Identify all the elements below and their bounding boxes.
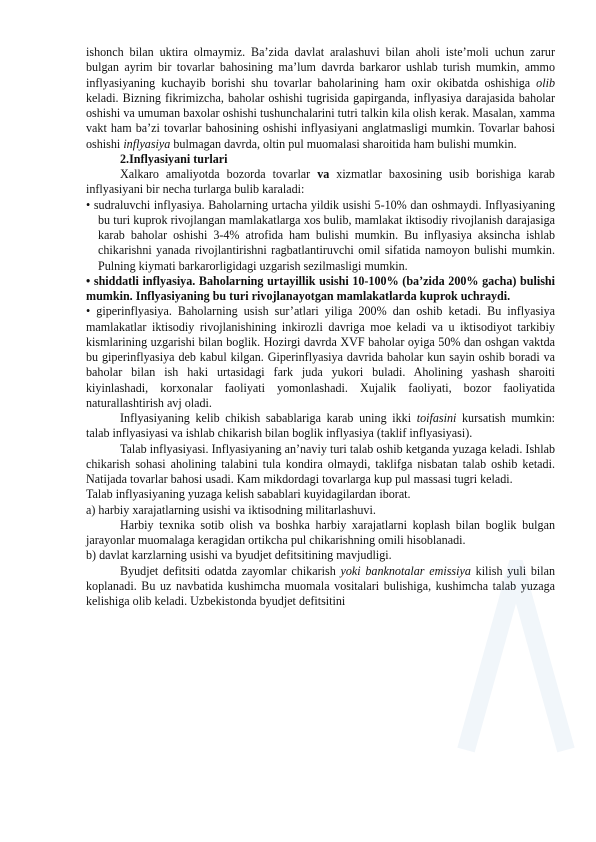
paragraph-causes: Inflyasiyaning kelib chikish sabablariga karab uning ikki toifasini kursatish mumkin: talab inflyasiyasi va ishlab chikarish bilan boglik inflyasiya (taklif inflyasiyasi).	[86, 411, 555, 441]
emphasis-inflyasiya: inflyasiya	[123, 136, 171, 151]
paragraph-types-intro: Xalkaro amaliyotda bozorda tovarlar va xizmatlar baxosining usib borishiga karab inflyasiyani bir necha turlarga bulib karaladi:	[86, 167, 555, 197]
list-item-b: b) davlat karzlarning usishi va byudjet defitsitining mavjudligi.	[86, 548, 392, 563]
paragraph-military: Harbiy texnika sotib olish va boshka harbiy xarajatlarni koplash bilan boglik bulgan jarayonlar muomalaga keragidan ortikcha pul chikarishning omili hisoblanadi.	[86, 517, 555, 547]
bullet-hyperinflation: • giperinflyasiya. Baholarning usish sur’atlari yiliga 200% dan oshib ketadi. Bu inflyasiya mamlakatlar iktisodiy rivojlanishining inkirozli davriga moe keladi va u iktisodiyot tarkibiy kismlarining uzgarishi bilan boglik. Hozirgi davrda XVF baholar oyiga 50% dan oshgan vaktda bu giperinflyasiya deb kabul kilgan. Giperinflyasiya davrida baholar kun sayin oshib boradi va baholar bilan ish haki urtasidagi fark juda yukori buladi. Aholining yashash sharoiti kiyinlashadi, korxonalar faoliyati yomonlashadi. Xujalik faoliyati, bozor faoliyatida naturallashtirish avj oladi.	[86, 304, 555, 410]
list-item-a: a) harbiy xarajatlarning usishi va iktisodning militarlashuvi.	[86, 502, 376, 517]
emphasis-olib: olib	[536, 75, 555, 90]
paragraph-demand-inflation: Talab inflyasiyasi. Inflyasiyaning an’naviy turi talab oshib ketganda yuzaga keladi. Ishlab chikarish sohasi aholining talabini tula kondira olmaydi, taklifga nisbatan talab oshib ketadi. Natijada tovarlar bahosi usadi. Kam mikdordagi tovarlarga kup pul massasi tugri keladi.	[86, 441, 555, 486]
emphasis-toifasini: toifasini	[416, 411, 457, 425]
paragraph-demand-reasons: Talab inflyasiyaning yuzaga kelish sabablari kuyidagilardan iborat.	[86, 487, 411, 502]
bullet-creeping-inflation: • sudraluvchi inflyasiya. Baholarning urtacha yildik usishi 5-10% dan oshmaydi. Inflyasiyaning bu turi kuprok rivojlangan mamlakatlarga xos bulib, mamlakat iktisodiy rivojlanish darajasiga karab baholar oshishi 3-4% atrofida ham bulishi mumkin. Bu inflyasiya aksincha ishlab chikarishni yanada rivojlantirishni ragbatlantiruvchi omil sifatida namoyon bulishi mumkin. Pulning kiymati barkarorligidagi uzgarish sezilmasligi mumkin.	[86, 197, 555, 273]
paragraph-budget-deficit: Byudjet defitsiti odatda zayomlar chikarish yoki banknotalar emissiya kilish yuli bilan koplanadi. Bu uz navbatida kushimcha muomala vositalari bulishiga, kushimcha talab yuzaga kelishiga olib keladi. Uzbekistonda byudjet defitsitini	[86, 563, 555, 608]
section-heading: 2.Inflyasiyani turlari	[120, 151, 228, 166]
emphasis-emission: yoki banknotalar emissiya	[340, 563, 471, 578]
paragraph-intro: ishonch bilan uktira olmaymiz. Ba’zida davlat aralashuvi bilan aholi iste’moli uchun zarur bulgan ayrim bir tovarlar bahosining ma’lum davrda barkaror ushlab turish mumkin, ammo inflyasiyaning kuchayib borishi shu tovarlar baholarining ham oxir okibatda oshishiga olib keladi. Bizning fikrimizcha, baholar oshishi tugrisida gapirganda, inflyasiya darajasida baholar oshishi va umuman baxolar oshishi tushunchalarini tutri talkin kila olish kerak. Masalan, xamma vakt ham ba’zi tovarlar bahosining oshishi inflyasiyani anglatmasligi mumkin. Tovarlar bahosi oshishi inflyasiya bulmagan davrda, oltin pul muomalasi sharoitida ham bulishi mumkin.	[86, 45, 555, 151]
document-page	[86, 45, 555, 609]
bullet-galloping-inflation: • shiddatli inflyasiya. Baholarning urtayillik usishi 10-100% (ba’zida 200% gacha) bulishi mumkin. Inflyasiyaning bu turi rivojlanayotgan mamlakatlarda kuprok uchraydi.	[86, 273, 555, 303]
